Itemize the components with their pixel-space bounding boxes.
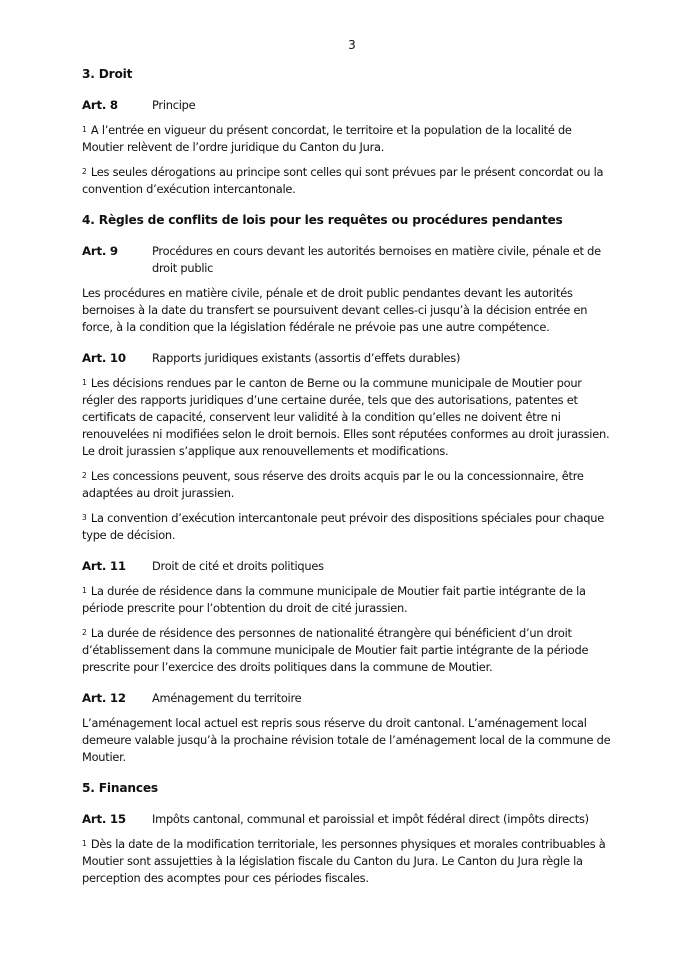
article-title: Rapports juridiques existants (assortis d’effets durables) <box>152 351 461 365</box>
paragraph-text: A l’entrée en vigueur du présent concordat, le territoire et la population de la localité de Moutier relèvent de l’ordre juridique du Canton du Jura. <box>82 123 572 154</box>
paragraph-text: La durée de résidence dans la commune municipale de Moutier fait partie intégrante de la période prescrite pour l’obtention du droit de cité jurassien. <box>82 584 586 615</box>
paragraph <box>82 715 616 766</box>
article-heading <box>82 690 616 707</box>
paragraph <box>82 122 616 156</box>
paragraph <box>82 468 616 502</box>
paragraph-text: Les concessions peuvent, sous réserve des droits acquis par le ou la concessionnaire, être adaptées au droit jurassien. <box>82 469 584 500</box>
article-title: Principe <box>152 98 196 112</box>
paragraph <box>82 375 616 460</box>
paragraph <box>82 583 616 617</box>
paragraph-text: Les décisions rendues par le canton de Berne ou la commune municipale de Moutier pour régler des rapports juridiques d’une certaine durée, tels que des autorisations, patentes et certificats de capacité, conservent leur validité à la condition qu’elles ne doivent être ni renouvelées ni modifiées selon le droit bernois. Elles sont réputées conformes au droit jurassien. Le droit jurassien s’applique aux renouvellements et modifications. <box>82 376 610 458</box>
paragraph-number: 1 <box>82 839 87 848</box>
section <box>82 780 616 887</box>
paragraph-number: 3 <box>82 513 87 522</box>
article-heading <box>82 243 616 277</box>
section <box>82 212 616 766</box>
paragraph-text: Dès la date de la modification territoriale, les personnes physiques et morales contribuables à Moutier sont assujetties à la législation fiscale du Canton du Jura. Le Canton du Jura règle la perception des acomptes pour ces périodes fiscales. <box>82 837 606 885</box>
paragraph-text: La durée de résidence des personnes de nationalité étrangère qui bénéficient d’un droit d’établissement dans la commune municipale de Moutier fait partie intégrante de la période prescrite pour l’exercice des droits politiques dans la commune de Moutier. <box>82 626 589 674</box>
paragraph-text: La convention d’exécution intercantonale peut prévoir des dispositions spéciales pour chaque type de décision. <box>82 511 605 542</box>
paragraph <box>82 625 616 676</box>
article-number: Art. 8 <box>82 98 118 112</box>
section-title: 3. Droit <box>82 67 133 81</box>
paragraph-number: 2 <box>82 471 87 480</box>
document-body <box>82 66 616 901</box>
page-number: 3 <box>348 38 356 52</box>
article-number: Art. 12 <box>82 691 126 705</box>
section-title: 4. Règles de conflits de lois pour les requêtes ou procédures pendantes <box>82 213 563 227</box>
paragraph-text: L’aménagement local actuel est repris sous réserve du droit cantonal. L’aménagement local demeure valable jusqu’à la prochaine révision totale de l’aménagement local de la commune de Moutier. <box>82 716 611 764</box>
article-heading <box>82 811 616 828</box>
article <box>82 811 616 887</box>
article-heading <box>82 558 616 575</box>
article <box>82 350 616 544</box>
article-title: Aménagement du territoire <box>152 691 302 705</box>
paragraph-number: 1 <box>82 586 87 595</box>
section <box>82 66 616 198</box>
article-number: Art. 10 <box>82 351 126 365</box>
paragraph-number: 2 <box>82 167 87 176</box>
article-number: Art. 9 <box>82 244 118 258</box>
paragraph <box>82 836 616 887</box>
paragraph-number: 1 <box>82 125 87 134</box>
paragraph <box>82 164 616 198</box>
article <box>82 97 616 198</box>
article-heading <box>82 97 616 114</box>
article <box>82 243 616 336</box>
paragraph-text: Les procédures en matière civile, pénale et de droit public pendantes devant les autorités bernoises à la date du transfert se poursuivent devant celles-ci jusqu’à la décision entrée en force, à la condition que la législation fédérale ne prévoie pas une autre compétence. <box>82 286 588 334</box>
article-title: Droit de cité et droits politiques <box>152 559 324 573</box>
article <box>82 690 616 766</box>
article <box>82 558 616 676</box>
section-title: 5. Finances <box>82 781 158 795</box>
paragraph-number: 1 <box>82 378 87 387</box>
paragraph <box>82 285 616 336</box>
paragraph <box>82 510 616 544</box>
article-heading <box>82 350 616 367</box>
article-number: Art. 11 <box>82 559 126 573</box>
article-number: Art. 15 <box>82 812 126 826</box>
paragraph-number: 2 <box>82 628 87 637</box>
article-title: Procédures en cours devant les autorités bernoises en matière civile, pénale et de droit public <box>152 244 601 275</box>
paragraph-text: Les seules dérogations au principe sont celles qui sont prévues par le présent concordat ou la convention d’exécution intercantonale. <box>82 165 604 196</box>
article-title: Impôts cantonal, communal et paroissial et impôt fédéral direct (impôts directs) <box>152 812 589 826</box>
